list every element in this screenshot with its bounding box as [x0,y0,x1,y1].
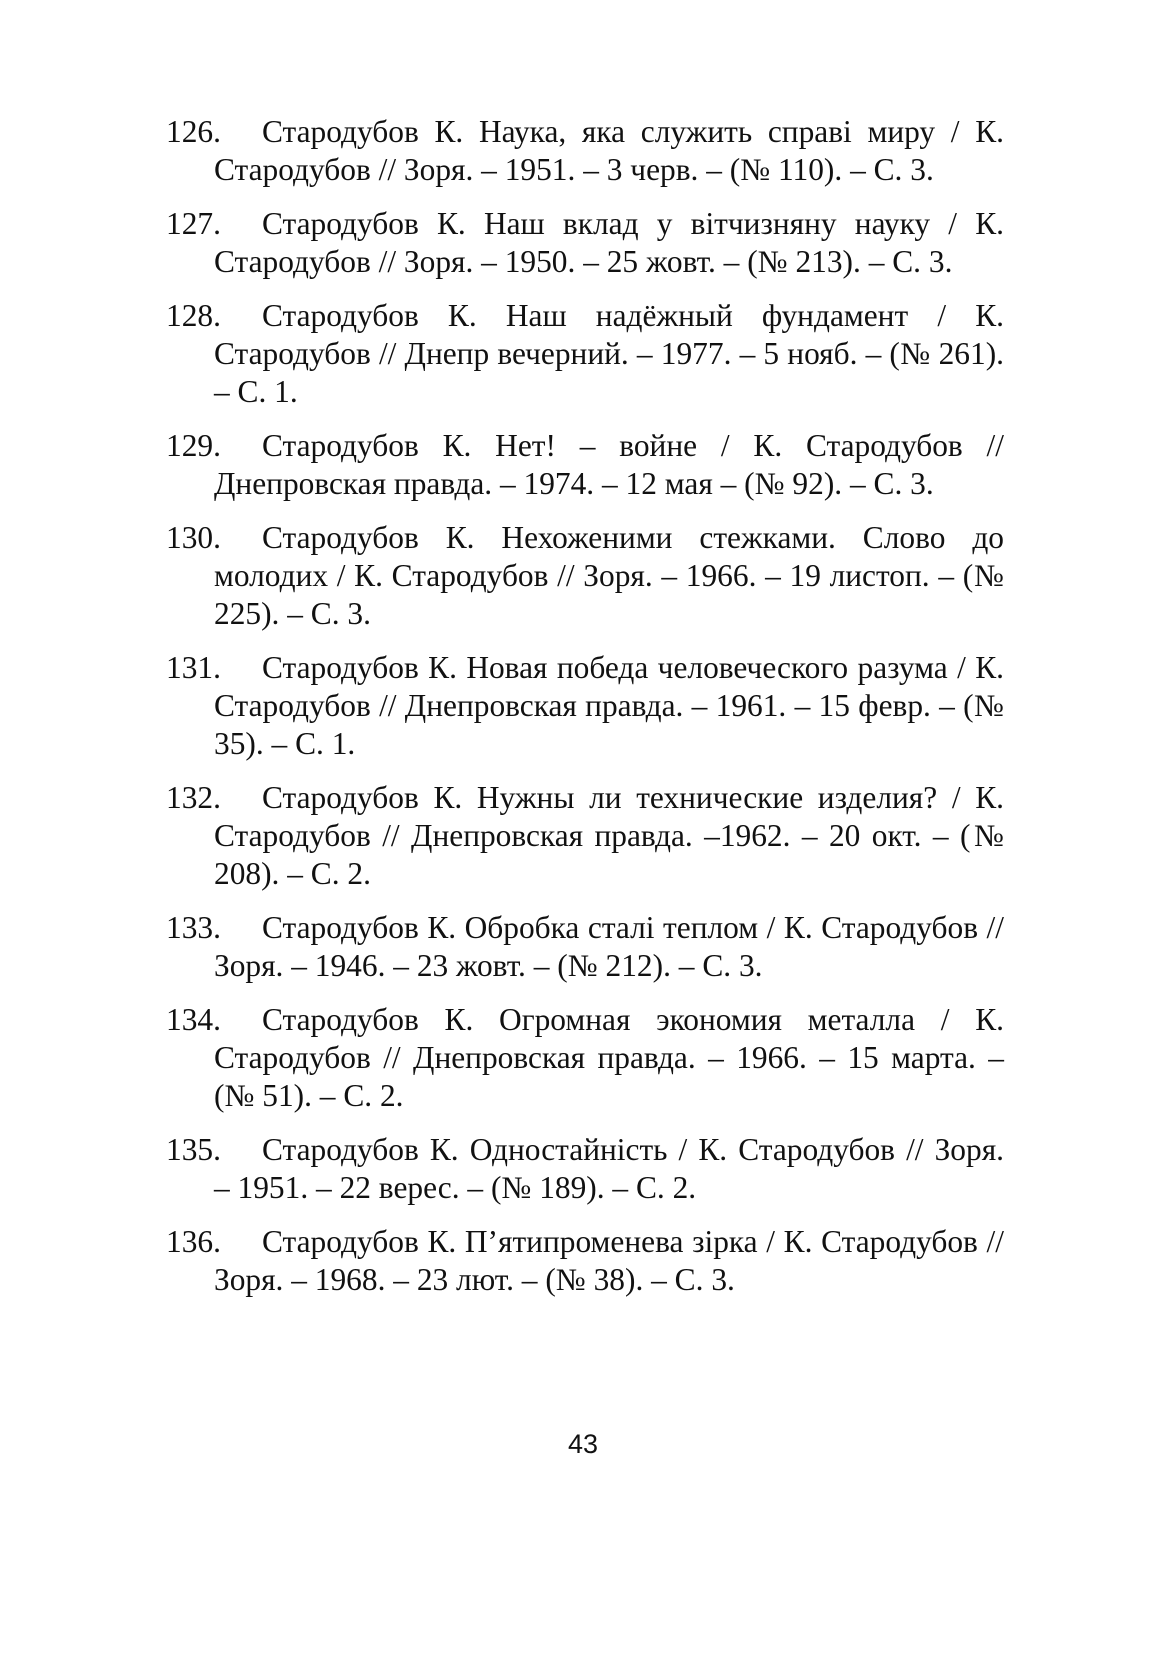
bibliography-list [166,113,1004,1315]
entry-text: Стародубов К. Наш надёжный фундамент / К. Стародубов // Днепр вечерний. – 1977. – 5 нояб. – (№ 261). – С. 1. [214,297,1004,410]
bibliography-entry [166,1223,1004,1299]
bibliography-entry [166,1001,1004,1116]
entry-number: 133. [166,910,221,946]
entry-number: 135. [166,1132,221,1168]
bibliography-entry [166,779,1004,894]
entry-number: 126. [166,114,221,149]
entry-number: 136. [166,1224,221,1260]
entry-text: Стародубов К. П’ятипроменева зірка / К. Стародубов // Зоря. – 1968. – 23 лют. – (№ 38). – С. 3. [214,1224,1004,1298]
entry-number: 127. [166,205,221,241]
bibliography-entry [166,909,1004,985]
entry-number: 131. [166,649,221,685]
page-number: 43 [567,1429,599,1459]
entry-text: Стародубов К. Нужны ли технические изделия? / К. Стародубов // Днепровская правда. –1962. – 20 окт. – (№ 208). – С. 2. [214,780,1004,892]
entry-text: Стародубов К. Нет! – войне / К. Стародубов // Днепровская правда. – 1974. – 12 мая – (№ 92). – С. 3. [214,427,1004,502]
entry-text: Стародубов К. Обробка сталі теплом / К. Стародубов // Зоря. – 1946. – 23 жовт. – (№ 212). – С. 3. [214,910,1004,984]
bibliography-entry [166,205,1004,281]
entry-number: 130. [166,519,221,555]
entry-text: Стародубов К. Одностайність / К. Стародубов // Зоря. – 1951. – 22 верес. – (№ 189). – С. 2. [214,1132,1004,1206]
entry-text: Стародубов К. Нехоженими стежками. Слово до молодих / К. Стародубов // Зоря. – 1966. – 19 листоп. – (№ 225). – С. 3. [214,519,1004,632]
entry-number: 134. [166,1002,221,1038]
bibliography-entry [166,1131,1004,1207]
bibliography-entry [166,519,1004,634]
entry-text: Стародубов К. Наука, яка служить справі миру / К. Стародубов // Зоря. – 1951. – 3 черв. – (№ 110). – С. 3. [214,114,1004,188]
entry-text: Стародубов К. Наш вклад у вітчизняну науку / К. Стародубов // Зоря. – 1950. – 25 жовт. – (№ 213). – С. 3. [214,205,1004,280]
entry-number: 129. [166,427,221,463]
bibliography-entry [166,427,1004,503]
bibliography-entry [166,297,1004,412]
entry-text: Стародубов К. Огромная экономия металла / К. Стародубов // Днепровская правда. – 1966. – 15 марта. – (№ 51). – С. 2. [214,1002,1004,1114]
entry-number: 132. [166,780,221,816]
bibliography-entry [166,649,1004,764]
bibliography-entry [166,113,1004,189]
entry-text: Стародубов К. Новая победа человеческого разума / К. Стародубов // Днепровская правда. – 1961. – 15 февр. – (№ 35). – С. 1. [214,649,1004,762]
entry-number: 128. [166,297,221,333]
